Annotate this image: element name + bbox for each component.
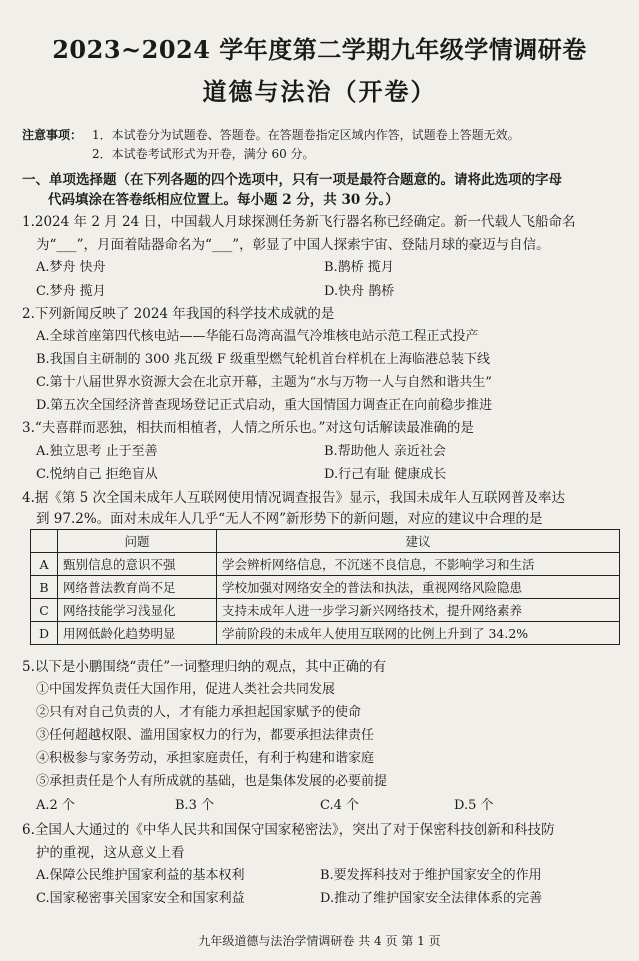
- table-header-suggestion: 建议: [217, 530, 620, 553]
- exam-subject: 道德与法治（开卷）: [202, 77, 437, 106]
- q2-option-d: D.第五次全国经济普查现场登记正式启动，重大国情国力调查正在向前稳步推进: [36, 398, 493, 413]
- q5-statement-2: ②只有对自己负责的人，才有能力承担起国家赋予的使命: [36, 705, 362, 720]
- table-row: [31, 553, 620, 576]
- table-header-problem: 问题: [58, 530, 217, 553]
- q3-option-d: D.行己有耻 健康成长: [324, 467, 447, 482]
- q4-stem-line-2: 到 97.2%。面对未成年人几乎“无人不网”新形势下的新问题，对应的建议中合理的是: [36, 511, 543, 527]
- page-footer: 九年级道德与法治学情调研卷 共 4 页 第 1 页: [198, 934, 441, 948]
- row-key: D: [31, 622, 58, 645]
- q4-table: [30, 529, 620, 645]
- q5-statement-4: ④积极参与家务劳动，承担家庭责任，有利于构建和谐家庭: [36, 751, 375, 766]
- row-key: C: [31, 599, 58, 622]
- notice-item-2: 2．本试卷考试形式为开卷，满分 60 分。: [92, 147, 315, 161]
- q2-stem: 2.下列新闻反映了 2024 年我国的科学技术成就的是: [22, 306, 335, 322]
- q2-option-a: A.全球首座第四代核电站——华能石岛湾高温气冷堆核电站示范工程正式投产: [36, 329, 479, 344]
- section-heading-line-2: 代码填涂在答卷纸相应位置上。每小题 2 分，共 30 分。）: [48, 192, 399, 208]
- row-problem: 网络技能学习浅显化: [58, 599, 217, 622]
- row-suggestion: 学前阶段的未成年人使用互联网的比例上升到了 34.2%: [217, 622, 620, 645]
- table-row: [31, 622, 620, 645]
- q6-stem-line-2: 护的重视，这从意义上看: [36, 845, 185, 861]
- q1-option-b: B.鹊桥 揽月: [324, 260, 394, 275]
- table-header-row: [31, 530, 620, 553]
- q3-option-b: B.帮助他人 亲近社会: [324, 444, 446, 459]
- q6-option-a: A.保障公民维护国家利益的基本权利: [36, 868, 245, 883]
- q1-option-a: A.梦舟 快舟: [36, 260, 106, 275]
- q2-option-c: C.第十八届世界水资源大会在北京开幕，主题为“水与万物一人与自然和谐共生”: [36, 375, 492, 390]
- q3-stem: 3.“夫喜群而恶独，相扶而相植者，人情之所乐也。”对这句话解读最准确的是: [22, 420, 474, 436]
- table-row: [31, 576, 620, 599]
- table-header-blank: [31, 530, 58, 553]
- q5-option-d: D.5 个: [454, 798, 494, 813]
- q1-stem-line-2: 为“___”，月面着陆器命名为“___”，彰显了中国人探索宇宙、登陆月球的豪迈与自信。: [36, 237, 550, 253]
- q4-stem-line-1: 4.据《第 5 次全国未成年人互联网使用情况调查报告》显示，我国未成年人互联网普及率达: [22, 490, 566, 506]
- q5-option-b: B.3 个: [175, 798, 215, 813]
- q5-stem: 5.以下是小鹏围绕“责任”一词整理归纳的观点，其中正确的有: [22, 659, 387, 675]
- q5-statement-1: ①中国发挥负责任大国作用，促进人类社会共同发展: [36, 682, 336, 697]
- q1-stem-line-1: 1.2024 年 2 月 24 日，中国载人月球探测任务新飞行器名称已经确定。新一代载人飞船命名: [22, 214, 576, 230]
- row-key: A: [31, 553, 58, 576]
- q6-option-c: C.国家秘密事关国家安全和国家利益: [36, 891, 245, 906]
- q3-option-c: C.悦纳自己 拒绝盲从: [36, 467, 158, 482]
- q1-option-d: D.快舟 鹊桥: [324, 284, 395, 299]
- row-problem: 网络普法教育尚不足: [58, 576, 217, 599]
- q6-option-d: D.推动了维护国家安全法律体系的完善: [320, 891, 543, 906]
- notice-item-1: 1．本试卷分为试题卷、答题卷。在答题卷指定区域内作答，试题卷上答题无效。: [92, 128, 520, 142]
- row-suggestion: 支持未成年人进一步学习新兴网络技术，提升网络素养: [217, 599, 620, 622]
- q2-option-b: B.我国自主研制的 300 兆瓦级 F 级重型燃气轮机首台样机在上海临港总装下线: [36, 352, 491, 367]
- exam-title: 2023~2024 学年度第二学期九年级学情调研卷: [52, 35, 587, 64]
- q5-option-a: A.2 个: [36, 798, 75, 813]
- row-problem: 用网低龄化趋势明显: [58, 622, 217, 645]
- q6-stem-line-1: 6.全国人大通过的《中华人民共和国保守国家秘密法》，突出了对于保密科技创新和科技防: [22, 822, 555, 838]
- table-row: [31, 599, 620, 622]
- section-heading-line-1: 一、单项选择题（在下列各题的四个选项中，只有一项是最符合题意的。请将此选项的字母: [22, 172, 562, 188]
- q6-option-b: B.要发挥科技对于维护国家安全的作用: [320, 868, 542, 883]
- q5-option-c: C.4 个: [320, 798, 360, 813]
- q1-option-c: C.梦舟 揽月: [36, 284, 106, 299]
- q5-statement-3: ③任何超越权限、滥用国家权力的行为，都要承担法律责任: [36, 728, 375, 743]
- row-key: B: [31, 576, 58, 599]
- q5-statement-5: ⑤承担责任是个人有所成就的基础，也是集体发展的必要前提: [36, 774, 388, 789]
- notice-label: 注意事项：: [22, 128, 83, 142]
- row-suggestion: 学校加强对网络安全的普法和执法，重视网络风险隐患: [217, 576, 620, 599]
- row-suggestion: 学会辨析网络信息，不沉迷不良信息，不影响学习和生活: [217, 553, 620, 576]
- q3-option-a: A.独立思考 止于至善: [36, 444, 158, 459]
- row-problem: 甄别信息的意识不强: [58, 553, 217, 576]
